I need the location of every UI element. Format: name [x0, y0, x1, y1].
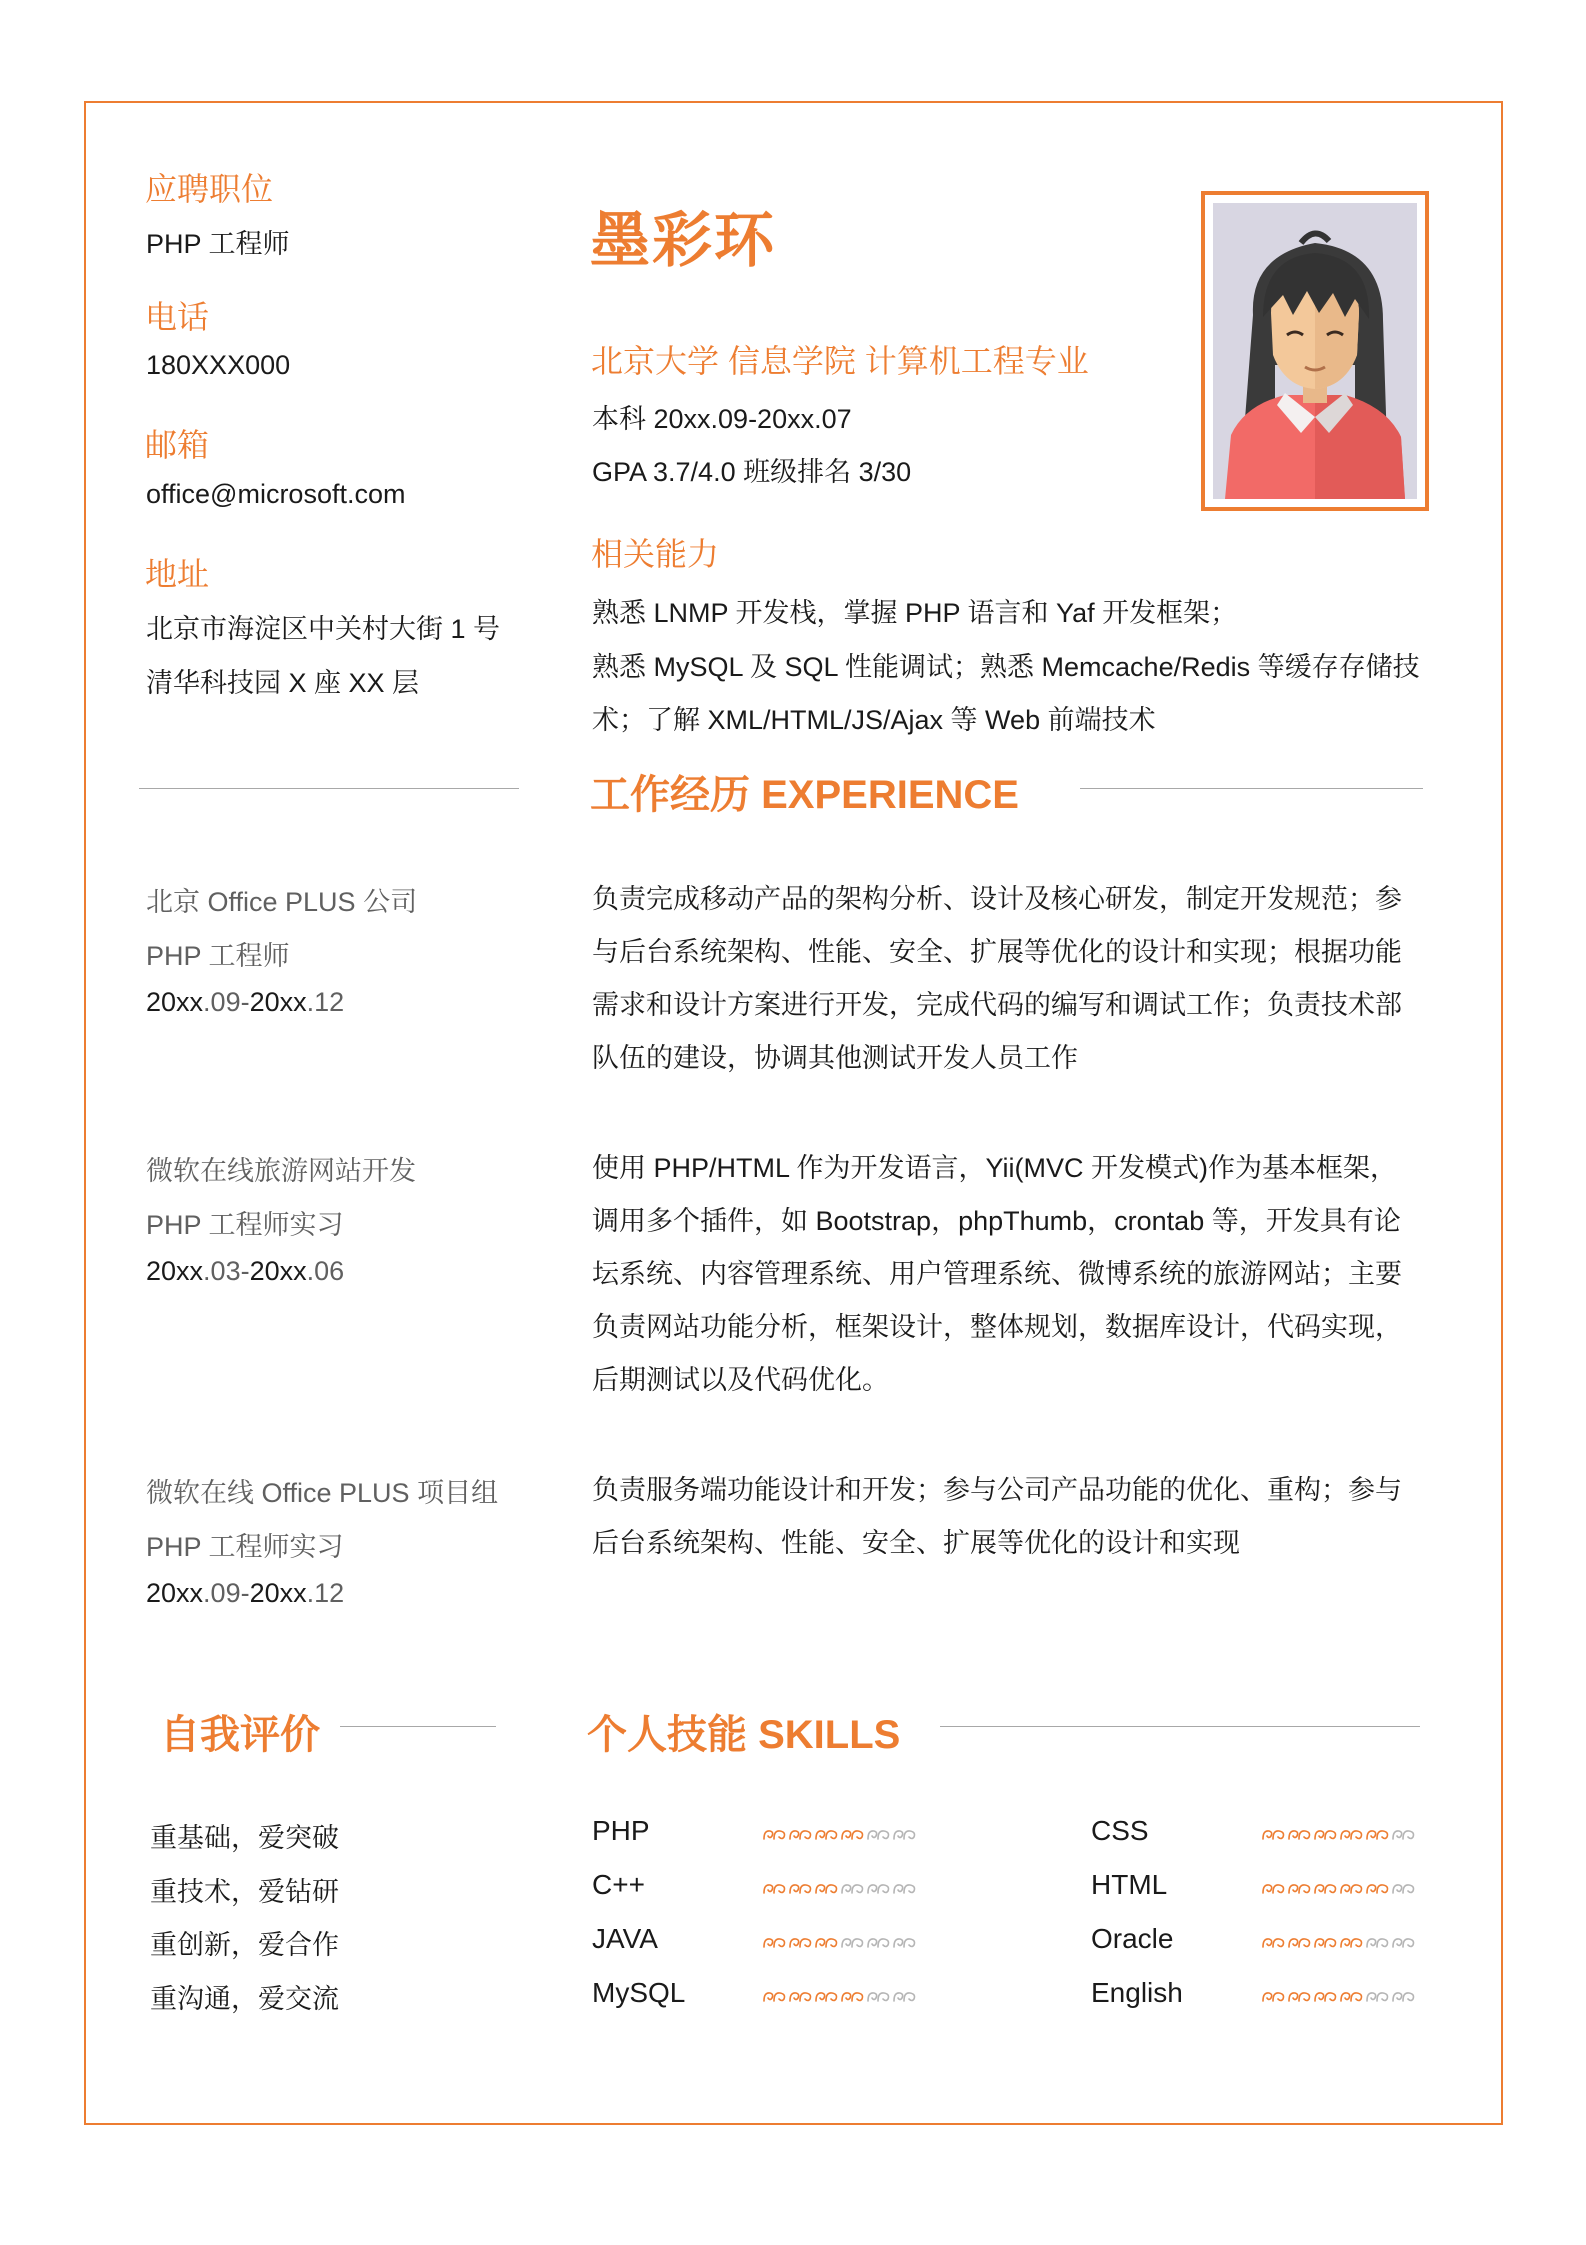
rating-empty-icon [892, 1989, 917, 2010]
skill-name: JAVA [592, 1923, 658, 1954]
company: 微软在线 Office PLUS 项目组 [146, 1478, 499, 1508]
self-eval-item: 重沟通，爱交流 [150, 1984, 339, 2014]
position-label: 应聘职位 [145, 171, 274, 207]
email-value: office@microsoft.com [146, 479, 406, 509]
skill-rating [762, 1935, 917, 1956]
rating-empty-icon [866, 1935, 891, 1956]
rating-empty-icon [1391, 1935, 1416, 1956]
rating-empty-icon [840, 1881, 865, 1902]
self-eval-divider [340, 1726, 496, 1727]
abilities-line1: 熟悉 LNMP 开发栈，掌握 PHP 语言和 Yaf 开发框架； [592, 598, 1238, 628]
address-label: 地址 [145, 556, 210, 592]
description: 负责完成移动产品的架构分析、设计及核心研发，制定开发规范；参与后台系统架构、性能、安全、扩展等优化的设计和实现；根据功能需求和设计方案进行开发，完成代码的编写和调试工作；负责技术部队伍的建设，协调其他测试开发人员工作 [592, 884, 1402, 1073]
self-eval-item: 重技术，爱钻研 [150, 1877, 339, 1907]
self-eval-item: 重基础，爱突破 [150, 1823, 339, 1853]
rating-filled-icon [1313, 1881, 1338, 1902]
rating-filled-icon [814, 1881, 839, 1902]
rating-filled-icon [762, 1989, 787, 2010]
rating-filled-icon [1287, 1827, 1312, 1848]
abilities-line3: 术；了解 XML/HTML/JS/Ajax 等 Web 前端技术 [592, 705, 1156, 735]
rating-filled-icon [1287, 1881, 1312, 1902]
rating-filled-icon [840, 1827, 865, 1848]
rating-empty-icon [1365, 1935, 1390, 1956]
skill-rating [1261, 1827, 1416, 1848]
education: 北京大学 信息学院 计算机工程专业 [591, 343, 1089, 379]
rating-filled-icon [1339, 1827, 1364, 1848]
period: 20xx.09-20xx.12 [146, 1578, 345, 1608]
divider-left [139, 788, 519, 789]
rating-filled-icon [1339, 1989, 1364, 2010]
period: 20xx.03-20xx.06 [146, 1256, 345, 1286]
phone-label: 电话 [145, 299, 210, 335]
skill-rating [1261, 1935, 1416, 1956]
rating-empty-icon [866, 1989, 891, 2010]
skills-divider [940, 1726, 1420, 1727]
rating-empty-icon [840, 1935, 865, 1956]
address-line2: 清华科技园 X 座 XX 层 [146, 668, 420, 698]
rating-empty-icon [892, 1827, 917, 1848]
experience-title: 工作经历 EXPERIENCE [590, 773, 1019, 817]
description: 使用 PHP/HTML 作为开发语言，Yii(MVC 开发模式)作为基本框架，调用多个插件，如 Bootstrap，phpThumb，crontab 等，开发具有论坛系统、内容管理系统、用户管理系统、微博系统的旅游网站；主要负责网站功能分析，框架设计，整体规划，数据库设计，代码实现，后期测试以及代码优化。 [592, 1153, 1402, 1395]
position-value: PHP 工程师 [146, 229, 290, 259]
rating-filled-icon [1313, 1989, 1338, 2010]
skill-name: English [1091, 1977, 1183, 2008]
skill-name: HTML [1091, 1869, 1168, 1900]
rating-empty-icon [866, 1881, 891, 1902]
rating-filled-icon [1313, 1827, 1338, 1848]
rating-filled-icon [1261, 1881, 1286, 1902]
skill-rating [762, 1881, 917, 1902]
skills-title: 个人技能 SKILLS [587, 1713, 901, 1757]
rating-filled-icon [1287, 1935, 1312, 1956]
rating-filled-icon [1339, 1881, 1364, 1902]
skill-rating [1261, 1989, 1416, 2010]
rating-empty-icon [892, 1935, 917, 1956]
rating-filled-icon [762, 1827, 787, 1848]
rating-empty-icon [866, 1827, 891, 1848]
skill-name: Oracle [1091, 1923, 1174, 1954]
skill-name: MySQL [592, 1977, 686, 2008]
rating-filled-icon [1365, 1881, 1390, 1902]
role: PHP 工程师实习 [146, 1210, 344, 1240]
candidate-name: 墨彩环 [590, 207, 776, 274]
rating-filled-icon [840, 1989, 865, 2010]
rating-filled-icon [1261, 1827, 1286, 1848]
rating-filled-icon [788, 1989, 813, 2010]
rating-filled-icon [1261, 1989, 1286, 2010]
rating-filled-icon [814, 1989, 839, 2010]
abilities-line2: 熟悉 MySQL 及 SQL 性能调试；熟悉 Memcache/Redis 等缓存存储技 [592, 652, 1420, 682]
rating-empty-icon [892, 1881, 917, 1902]
rating-filled-icon [1365, 1827, 1390, 1848]
skill-name: C++ [592, 1869, 645, 1900]
description: 负责服务端功能设计和开发；参与公司产品功能的优化、重构；参与后台系统架构、性能、安全、扩展等优化的设计和实现 [592, 1475, 1402, 1558]
period: 20xx.09-20xx.12 [146, 987, 345, 1017]
abilities-title: 相关能力 [591, 536, 720, 572]
degree: 本科 20xx.09-20xx.07 [592, 404, 852, 434]
role: PHP 工程师 [146, 941, 290, 971]
rating-empty-icon [1391, 1881, 1416, 1902]
rating-filled-icon [788, 1935, 813, 1956]
rating-empty-icon [1365, 1989, 1390, 2010]
rating-filled-icon [1261, 1935, 1286, 1956]
phone-value: 180XXX000 [146, 350, 291, 380]
skill-rating [762, 1989, 917, 2010]
self-eval-item: 重创新，爱合作 [150, 1930, 339, 1960]
skill-rating [762, 1827, 917, 1848]
role: PHP 工程师实习 [146, 1532, 344, 1562]
rating-empty-icon [1391, 1827, 1416, 1848]
rating-filled-icon [1287, 1989, 1312, 2010]
rating-empty-icon [1391, 1989, 1416, 2010]
rating-filled-icon [814, 1935, 839, 1956]
gpa: GPA 3.7/4.0 班级排名 3/30 [592, 457, 912, 487]
rating-filled-icon [762, 1881, 787, 1902]
skill-rating [1261, 1881, 1416, 1902]
skill-name: CSS [1091, 1815, 1149, 1846]
skill-name: PHP [592, 1815, 650, 1846]
rating-filled-icon [788, 1827, 813, 1848]
rating-filled-icon [1313, 1935, 1338, 1956]
profile-photo [1201, 191, 1429, 511]
self-eval-title: 自我评价 [160, 1713, 320, 1757]
rating-filled-icon [814, 1827, 839, 1848]
rating-filled-icon [762, 1935, 787, 1956]
rating-filled-icon [788, 1881, 813, 1902]
company: 微软在线旅游网站开发 [146, 1156, 416, 1186]
rating-filled-icon [1339, 1935, 1364, 1956]
avatar-illustration [1205, 195, 1425, 507]
address-line1: 北京市海淀区中关村大街 1 号 [146, 614, 501, 644]
email-label: 邮箱 [145, 427, 210, 463]
divider-right [1080, 788, 1423, 789]
company: 北京 Office PLUS 公司 [146, 887, 418, 917]
